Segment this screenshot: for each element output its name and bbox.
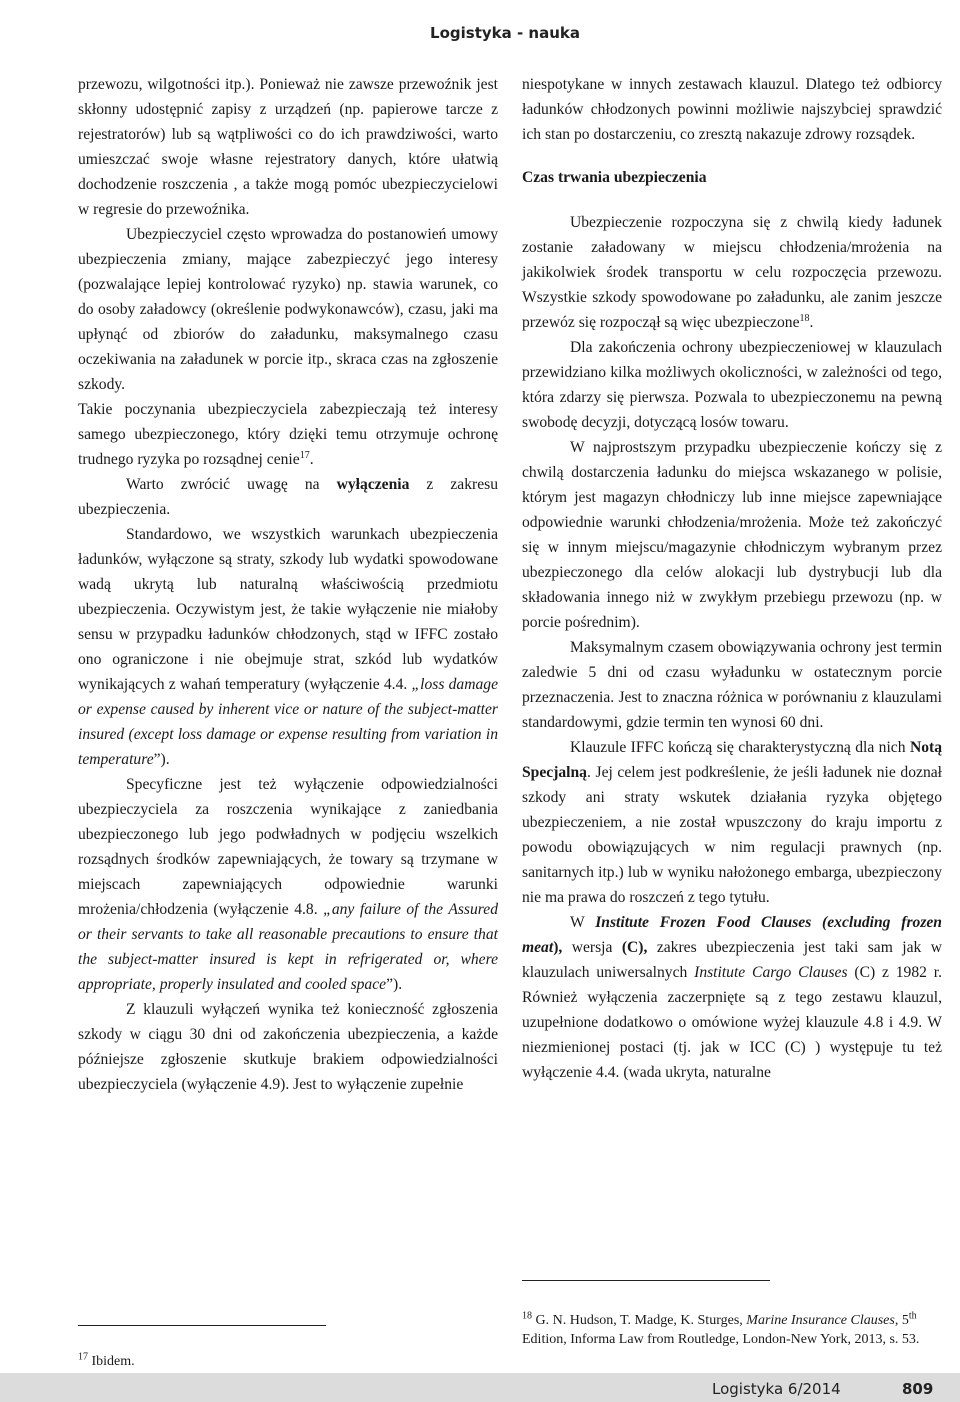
footnote: $^{17}$ Ibidem. <box>78 1351 135 1369</box>
journal-issue: Logistyka 6/2014 <box>712 1380 841 1398</box>
section-heading: Czas trwania ubezpieczenia <box>522 169 707 186</box>
paragraph: Warto zwrócić uwagę na wyłączenia z zakresu ubezpieczenia. <box>78 476 498 518</box>
footnote-divider <box>78 1325 326 1326</box>
footnote-divider <box>522 1280 770 1281</box>
footnote-ref[interactable]: 17 <box>299 449 310 461</box>
paragraph: Ubezpieczyciel często wprowadza do postanowień umowy ubezpieczenia zmiany, mające zabezpieczyć jego interesy (pozwalające lepiej kontrolować ryzyko) np. stawia warunek, co do osoby załadowcy (określenie podwykonawców), czasu, jaki ma upłynąć od zbiorów do załadunku, maksymalnego czasu oczekiwania na załadunek w porcie itp., skraca czas na zgłoszenie szkody. <box>78 226 498 393</box>
left-column <box>78 72 498 1097</box>
paragraph: Takie poczynania ubezpieczyciela zabezpieczają też interesy samego ubezpieczonego, który dzięki temu otrzymuje ochronę trudnego ryzyka po rozsądnej cenie$^{17}$. <box>78 401 498 468</box>
paragraph: W najprostszym przypadku ubezpieczenie kończy się z chwilą dostarczenia ładunku do miejsca wskazanego w polisie, którym jest magazyn chłodniczy lub inne miejsce zapewniające odpowiednie warunki chłodzenia/mrożenia. Może też zakończyć się w innym miejscu/magazynie chłodniczym wybranym przez ubezpieczonego dla celów alokacji lub dystrybucji lub dla składowania innego niż w zwykłym przebiegu przewozu (np. w porcie pośrednim). <box>522 439 942 631</box>
paragraph: Dla zakończenia ochrony ubezpieczeniowej w klauzulach przewidziano kilka możliwych okoliczności, w zależności od tego, która zdarzy się pierwsza. Pozwala to ubezpieczonemu na pewną swobodę decyzji, dotyczącą losów towaru. <box>522 339 942 431</box>
paragraph: Standardowo, we wszystkich warunkach ubezpieczenia ładunków, wyłączone są straty, szkody lub wydatki spowodowane wadą ukrytą lub naturalną właściwością przedmiotu ubezpieczenia. Oczywistym jest, że takie wyłączenie nie miałoby sensu w przypadku ładunków chłodzonych, stąd w IFFC zostało ono ograniczone i nie obejmuje strat, szkód lub wydatków wynikających z wahań temperatury (wyłączenie 4.4. „loss damage or expense caused by inherent vice or nature of the subject-matter insured (except loss damage or expense resulting from variation in temperature”). <box>78 526 498 768</box>
paragraph: Specyficzne jest też wyłączenie odpowiedzialności ubezpieczyciela za roszczenia wynikające z zaniedbania ubezpieczonego lub jego podwładnych w podjęciu wszelkich rozsądnych środków zapewniających, że towary są trzymane w miejscach zapewniających odpowiednie warunki mrożenia/chłodzenia (wyłączenie 4.8. „any failure of the Assured or their servants to take all reasonable precautions to ensure that the subject-matter insured is kept in refrigerated or, where appropriate, properly insulated and cooled space”). <box>78 776 498 993</box>
paragraph: Ubezpieczenie rozpoczyna się z chwilą kiedy ładunek zostanie załadowany w miejscu chłodzenia/mrożenia na jakikolwiek środek transportu w celu rozpoczęcia przewozu. Wszystkie szkody spowodowane po załadunku, ale zanim jeszcze przewóz się rozpoczął są więc ubezpieczone$^{18}$. <box>522 214 942 331</box>
paragraph: Z klauzuli wyłączeń wynika też konieczność zgłoszenia szkody w ciągu 30 dni od zakończenia ubezpieczenia, a każde późniejsze zgłoszenie skutkuje brakiem odpowiedzialności ubezpieczyciela (wyłączenie 4.9). Jest to wyłączenie zupełnie <box>78 1001 498 1093</box>
paragraph: niespotykane w innych zestawach klauzul. Dlatego też odbiorcy ładunków chłodzonych powinni możliwie najszybciej sprawdzić ich stan po dostarczeniu, co zresztą nakazuje zdrowy rozsądek. <box>522 76 942 143</box>
right-column <box>522 72 942 1085</box>
page-header <box>0 0 960 58</box>
footnote: $^{18}$ G. N. Hudson, T. Madge, K. Sturges, Marine Insurance Clauses, 5th Edition, Informa Law from Routledge, London-New York, 2013, s. 53. <box>522 1310 920 1347</box>
footnote-ref[interactable]: 18 <box>799 312 810 324</box>
paragraph: W Institute Frozen Food Clauses (excluding frozen meat), wersja (C), zakres ubezpieczenia jest taki sam jak w klauzulach uniwersalnych Institute Cargo Clauses (C) z 1982 r. Również wyłączenia zaczerpnięte są z tego zestawu klauzul, uzupełnione dodatkowo o omówione wyżej klauzule 4.8 i 4.9. W niezmienionej postaci (tj. jak w ICC (C) ) występuje tu też wyłączenie 4.4. (wada ukryta, naturalne <box>522 914 942 1081</box>
section-title: Logistyka - nauka <box>430 24 580 42</box>
page-number: 809 <box>902 1380 934 1398</box>
paragraph: Klauzule IFFC kończą się charakterystyczną dla nich Notą Specjalną. Jej celem jest podkreślenie, że jeśli ładunek nie doznał szkody ani straty wskutek działania ryzyka objętego ubezpieczeniem, a nie został wpuszczony do kraju importu z powodu obowiązujących w nim regulacji prawnych (np. sanitarnych itp.) lub w wyniku nałożonego embarga, ubezpieczony nie ma prawa do roszczeń z tego tytułu. <box>522 739 942 906</box>
paragraph: Maksymalnym czasem obowiązywania ochrony jest termin zaledwie 5 dni od czasu wyładunku w ostatecznym porcie przeznaczenia. Jest to znaczna różnica w porównaniu z klauzulami standardowymi, gdzie termin ten wynosi 60 dni. <box>522 639 942 731</box>
paragraph: przewozu, wilgotności itp.). Ponieważ nie zawsze przewoźnik jest skłonny udostępnić zapisy z urządzeń (np. papierowe tarcze z rejestratorów) lub są wątpliwości co do ich prawdziwości, warto umieszczać swoje własne rejestratory danych, które ułatwią dochodzenie roszczenia , a także mogą pomóc ubezpieczycielowi w regresie do przewoźnika. <box>78 76 498 218</box>
